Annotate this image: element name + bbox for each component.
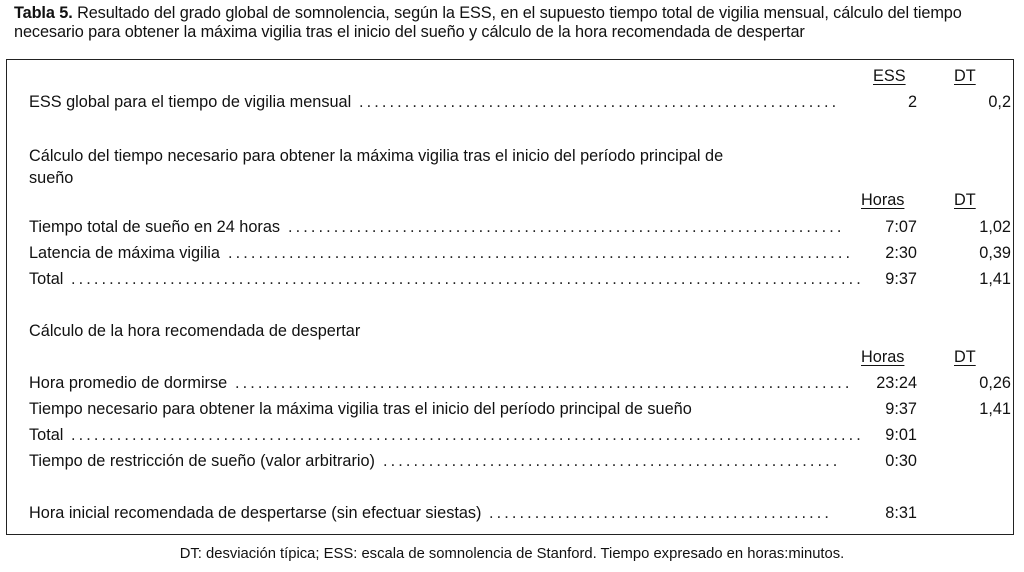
row-label: ESS global para el tiempo de vigilia mensual xyxy=(29,93,352,111)
dot-leader: ......................................................................... xyxy=(288,218,845,236)
section3-title: Cálculo de la hora recomendada de despertar xyxy=(29,322,361,340)
row-value: 23:24 xyxy=(876,374,917,392)
row-value: 2 xyxy=(907,93,917,111)
row-value: 9:37 xyxy=(885,270,917,288)
dot-leader: .................................................................................. xyxy=(228,244,854,262)
column-header-horas: Horas xyxy=(861,348,905,366)
dot-leader: ........................................................................................................ xyxy=(71,426,864,444)
column-header-horas: Horas xyxy=(861,191,905,209)
dot-leader: ............................................................ xyxy=(383,452,841,470)
row-value: 2:30 xyxy=(885,244,917,262)
column-header-dt: DT xyxy=(954,191,976,209)
row-label: Latencia de máxima vigilia xyxy=(29,244,220,262)
row-value: 0:30 xyxy=(885,452,917,470)
column-header-dt: DT xyxy=(954,348,976,366)
row-label: Tiempo necesario para obtener la máxima vigilia tras el inicio del período principal de sueño xyxy=(29,400,692,418)
row-dt: 0,39 xyxy=(979,244,1011,262)
row-value: 9:01 xyxy=(885,426,917,444)
row-dt: 0,26 xyxy=(979,374,1011,392)
table-footnote: DT: desviación típica; ESS: escala de somnolencia de Stanford. Tiempo expresado en horas:minutos. xyxy=(179,546,845,562)
dot-leader: ............................................................... xyxy=(359,93,840,111)
section2-title: Cálculo del tiempo necesario para obtener la máxima vigilia tras el inicio del período principal de sueño xyxy=(29,147,724,187)
table-caption xyxy=(14,4,1014,42)
row-label: Tiempo de restricción de sueño (valor arbitrario) xyxy=(29,452,375,470)
dot-leader: ................................................................................. xyxy=(235,374,853,392)
column-header-dt: DT xyxy=(954,67,976,85)
row-dt: 1,41 xyxy=(979,400,1011,418)
row-label: Tiempo total de sueño en 24 horas xyxy=(29,218,281,236)
row-dt: 1,41 xyxy=(979,270,1011,288)
row-label: Hora promedio de dormirse xyxy=(29,374,228,392)
row-label: Hora inicial recomendada de despertarse (sin efectuar siestas) xyxy=(29,504,482,522)
row-value: 8:31 xyxy=(885,504,917,522)
row-label: Total xyxy=(29,270,64,288)
row-label: Total xyxy=(29,426,64,444)
column-header-ess: ESS xyxy=(873,67,906,85)
table-caption-text: Resultado del grado global de somnolencia, según la ESS, en el supuesto tiempo total de vigilia mensual, cálculo del tiempo necesario para obtener la máxima vigilia tras el inicio del sueño y cálculo de la hora recomendada de despertar xyxy=(14,4,962,41)
table-frame xyxy=(6,59,1014,535)
row-value: 7:07 xyxy=(885,218,917,236)
dot-leader: ........................................................................................................ xyxy=(71,270,864,288)
table-caption-label: Tabla 5. xyxy=(14,4,73,22)
dot-leader: ............................................. xyxy=(489,504,833,522)
row-value: 9:37 xyxy=(885,400,917,418)
row-dt: 0,2 xyxy=(988,93,1011,111)
row-dt: 1,02 xyxy=(979,218,1011,236)
